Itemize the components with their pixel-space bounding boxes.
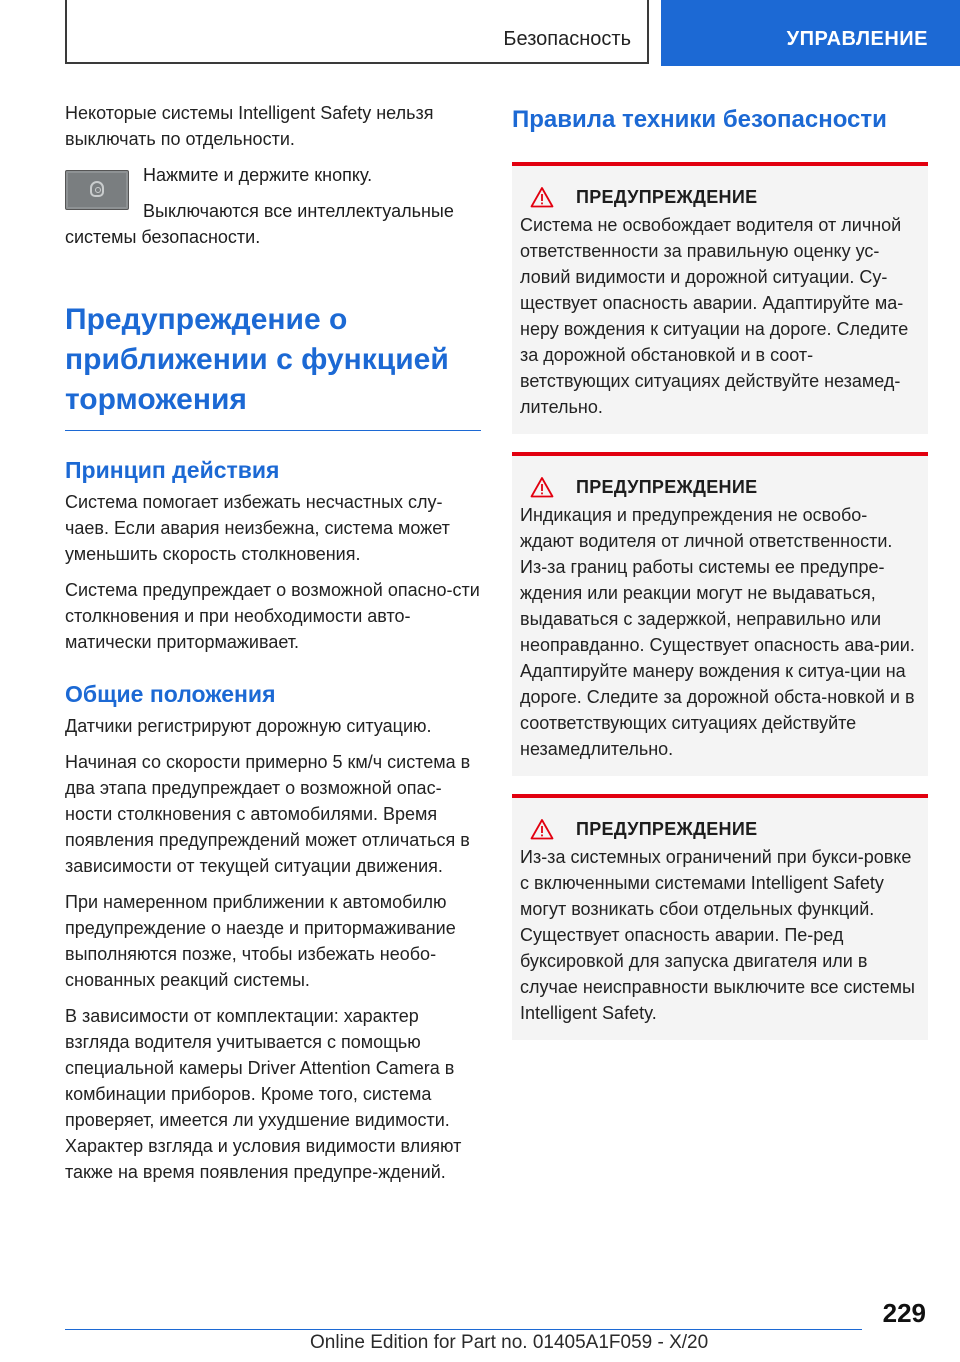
subsection-title-principle: Принцип действия xyxy=(65,457,280,483)
left-column xyxy=(65,100,481,1195)
warning-box xyxy=(512,162,928,434)
warning-triangle-icon xyxy=(530,476,554,498)
intro-paragraph: Некоторые системы Intelligent Safety нельзя выключать по отдельности. xyxy=(65,103,434,149)
footer-divider xyxy=(65,1329,862,1330)
button-step-1: Нажмите и держите кнопку. xyxy=(143,165,373,185)
warning-text: Система не освобождает водителя от личной ответственности за правильную оценку ус-ловий видимости и дорожной ситуации. Су-ществует опасность аварии. Адаптируйте ма-неру вождения к ситуации на дороге. Следите за дорожной обстановкой и в соот-ветствующих ситуациях действуйте незамед-лительно. xyxy=(520,215,909,417)
warning-triangle-icon xyxy=(530,186,554,208)
header-section-title: Безопасность xyxy=(503,28,631,50)
button-step-2-line-2: системы безопасности. xyxy=(65,227,261,247)
general-paragraph-2: Начиная со скорости примерно 5 км/ч система в два этапа предупреждает о возможной опас-ности столкновения с автомобилями. Время появления предупреждений может отличаться в зависимости от текущей ситуации движения. xyxy=(65,752,471,876)
warning-title: ПРЕДУПРЕЖДЕНИЕ xyxy=(576,476,758,497)
principle-paragraph-2: Система предупреждает о возможной опасно-сти столкновения и при необходимости авто-матически притормаживает. xyxy=(65,580,480,652)
warning-header xyxy=(520,476,920,498)
warning-text: Индикация и предупреждения не освобо-ждают водителя от личной ответственности. Из-за границ работы системы ее предупре-ждения или реакции могут не выдаваться, выдаваться с задержкой, неправильно или неоправданно. Существует опасность ава-рии. Адаптируйте манеру вождения к ситуа-ции на дороге. Следите за дорожной обста-новкой и в соответствующих ситуациях действуйте незамедлительно. xyxy=(520,505,915,759)
principle-paragraph-1: Система помогает избежать несчастных слу-чаев. Если авария неизбежна, система может уменьшить скорость столкновения. xyxy=(65,492,450,564)
right-column xyxy=(512,100,928,1058)
warning-text: Из-за системных ограничений при букси-ровке с включенными системами Intelligent Safety могут возникать сбои отдельных функций. Существует опасность аварии. Пе-ред буксировкой для запуска двигателя или в случае неисправности выключите все системы Intelligent Safety. xyxy=(520,847,915,1023)
footer-edition: Online Edition for Part no. 01405A1F059 - X/20 xyxy=(310,1332,709,1353)
header-section-tab xyxy=(65,0,649,64)
warning-title: ПРЕДУПРЕЖДЕНИЕ xyxy=(576,818,758,839)
warning-header xyxy=(520,186,920,208)
section-divider xyxy=(65,430,481,431)
button-symbol-icon xyxy=(90,181,104,197)
button-step-2-line-1: Выключаются все интеллектуальные xyxy=(143,201,454,221)
header-chapter-tab xyxy=(661,0,960,66)
general-paragraph-1: Датчики регистрируют дорожную ситуацию. xyxy=(65,716,432,736)
warning-triangle-icon xyxy=(530,818,554,840)
general-paragraph-3: При намеренном приближении к автомобилю предупреждение о наезде и притормаживание выполняются позже, чтобы избежать необо-снованных реакций системы. xyxy=(65,892,456,990)
subsection-title-general: Общие положения xyxy=(65,681,276,707)
warning-header xyxy=(520,818,920,840)
general-paragraph-4: В зависимости от комплектации: характер взгляда водителя учитывается с помощью специальной камеры Driver Attention Camera в комбинации приборов. Кроме того, система проверяет, имеется ли ухудшение видимости. Характер взгляда и условия видимости влияют также на время появления предупре-ждений. xyxy=(65,1006,462,1182)
header-chapter-title: УПРАВЛЕНИЕ xyxy=(786,28,928,50)
page-number: 229 xyxy=(882,1298,926,1328)
intelligent-safety-button-icon xyxy=(65,170,129,210)
section-title: Предупреждение о приближении с функцией торможения xyxy=(65,303,449,416)
safety-rules-title: Правила техники безопасности xyxy=(512,106,887,133)
warning-box xyxy=(512,794,928,1040)
warning-title: ПРЕДУПРЕЖДЕНИЕ xyxy=(576,186,758,207)
warning-box xyxy=(512,452,928,776)
button-instruction xyxy=(65,165,481,274)
